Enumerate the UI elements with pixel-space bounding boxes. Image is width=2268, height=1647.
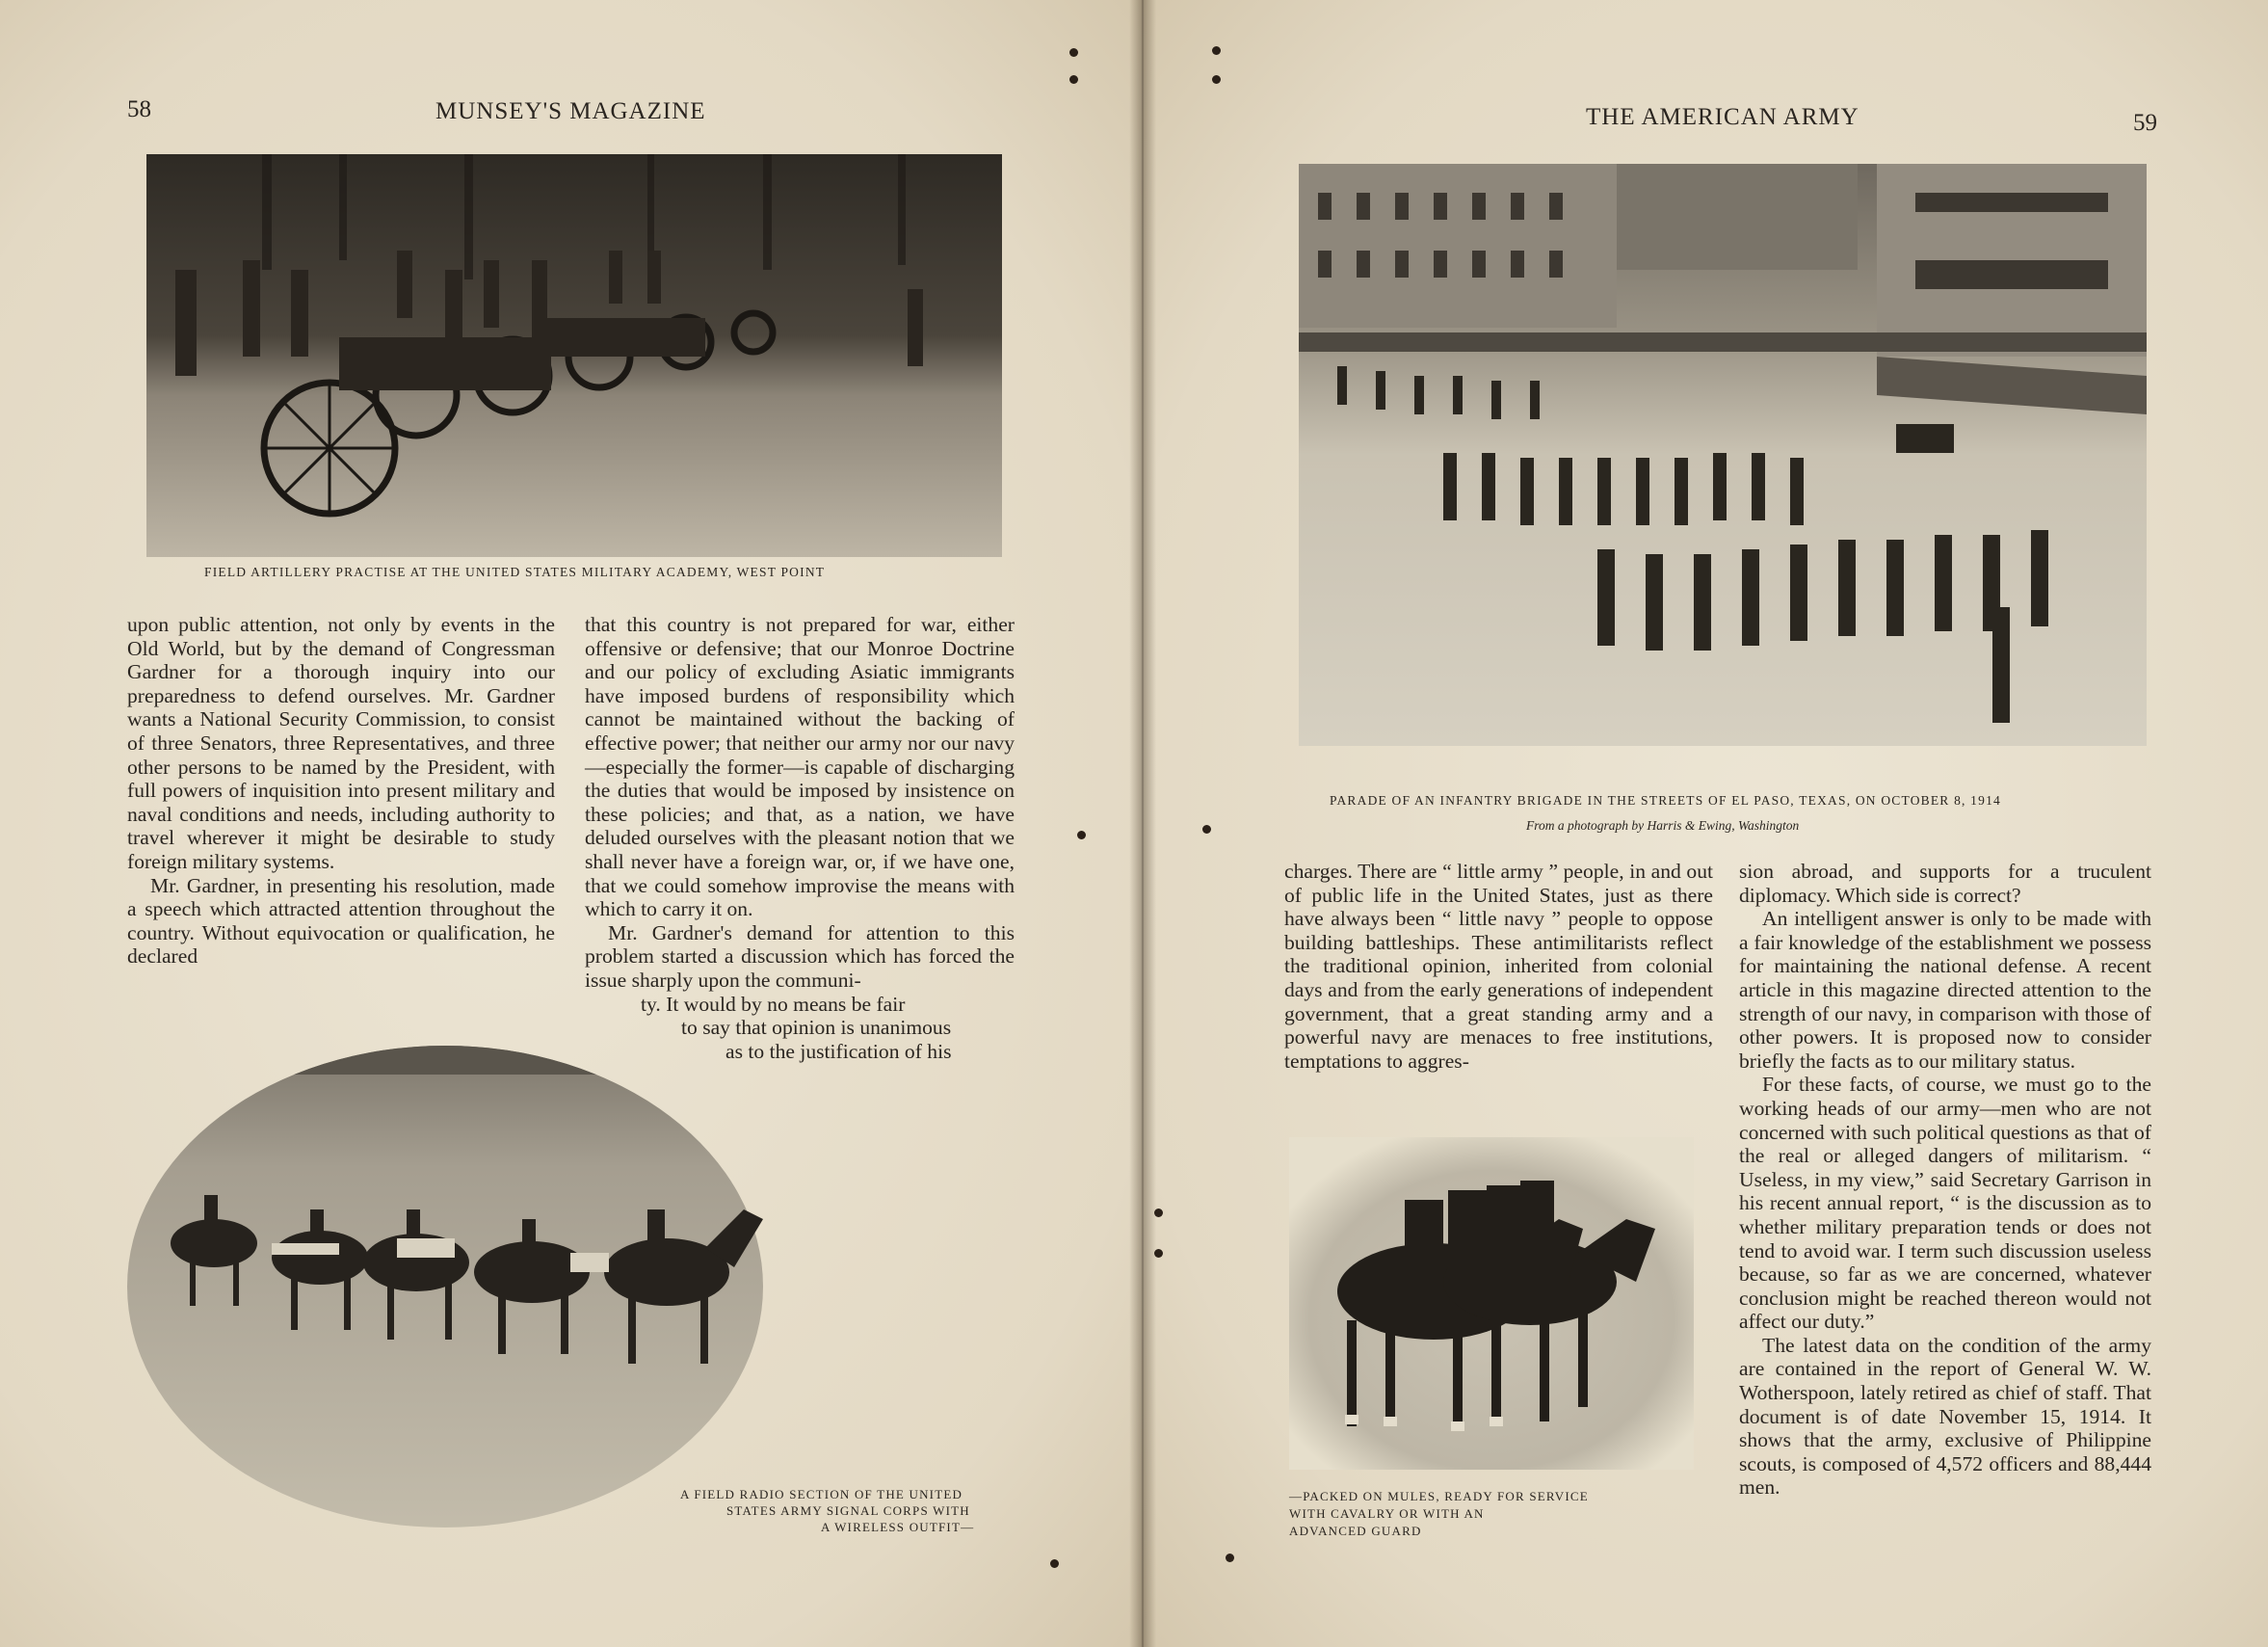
parade-caption: PARADE OF AN INFANTRY BRIGADE IN THE STREETS OF EL PASO, TEXAS, ON OCTOBER 8, 1914 bbox=[1330, 793, 2001, 808]
paragraph-line: to say that opinion is unanimous bbox=[681, 1016, 952, 1040]
binding-hole bbox=[1069, 48, 1078, 57]
left-column-2 bbox=[585, 613, 1015, 1063]
radio-caption-line-1: A FIELD RADIO SECTION OF THE UNITED bbox=[680, 1487, 963, 1501]
artillery-caption: FIELD ARTILLERY PRACTISE AT THE UNITED STATES MILITARY ACADEMY, WEST POINT bbox=[204, 565, 826, 579]
artillery-photo bbox=[146, 154, 1002, 557]
running-head-left: MUNSEY'S MAGAZINE bbox=[435, 98, 706, 124]
photo-credit: From a photograph by Harris & Ewing, Washington bbox=[1526, 818, 1800, 833]
paragraph: An intelligent answer is only to be made with a fair knowledge of the establishment we possess for maintaining the national defense. A recent article in this magazine directed attention to the strength of our navy, in comparison with those of other powers. It is proposed now to consider briefly the facts as to our military status. bbox=[1739, 907, 2151, 1073]
binding-gutter bbox=[1129, 0, 1156, 1647]
paragraph: Mr. Gardner's demand for attention to this problem started a discussion which has forced the issue sharply upon the communi- bbox=[585, 920, 1015, 992]
right-column-2 bbox=[1739, 860, 2151, 1500]
mules-caption-line-1: —PACKED ON MULES, READY FOR SERVICE bbox=[1289, 1489, 1589, 1503]
paragraph: Mr. Gardner, in presenting his resolution, made a speech which attracted attention throughout the country. Without equivocation or qualification, he declared bbox=[127, 873, 555, 969]
binding-hole bbox=[1154, 1209, 1163, 1217]
mules-photo bbox=[1289, 1137, 1694, 1470]
radio-section-photo bbox=[127, 1046, 1014, 1532]
mules-caption-line-3: ADVANCED GUARD bbox=[1289, 1524, 1422, 1538]
binding-hole bbox=[1226, 1554, 1234, 1562]
parade-photo bbox=[1299, 164, 2147, 746]
binding-hole bbox=[1202, 825, 1211, 834]
page-number-left: 58 bbox=[127, 96, 151, 122]
left-column-1 bbox=[127, 613, 555, 969]
radio-caption-line-3: A WIRELESS OUTFIT— bbox=[821, 1520, 975, 1534]
right-column-1 bbox=[1284, 860, 1713, 1073]
paragraph: sion abroad, and supports for a truculent diplomacy. Which side is correct? bbox=[1739, 860, 2151, 907]
paragraph-line: ty. It would by no means be fair bbox=[641, 992, 906, 1016]
running-head-right: THE AMERICAN ARMY bbox=[1586, 104, 1859, 130]
binding-hole bbox=[1212, 75, 1221, 84]
paragraph: charges. There are “ little army ” people, in and out of public life in the United States, just as there have always been “ little navy ” people to oppose building battleships. These antimilitarists reflect the traditional opinion, inherited from colonial days and from the early generations of independent government, that a great standing army and a powerful navy are menaces to free institutions, temptations to aggres- bbox=[1284, 860, 1713, 1073]
binding-hole bbox=[1077, 831, 1086, 839]
paragraph: The latest data on the condition of the army are contained in the report of General W. W. Wotherspoon, lately retired as chief of staff. That document is of date November 15, 1914. It shows that the army, exclusive of Philippine scouts, is composed of 4,572 officers and 88,444 men. bbox=[1739, 1333, 2151, 1500]
binding-hole bbox=[1069, 75, 1078, 84]
radio-caption-line-2: STATES ARMY SIGNAL CORPS WITH bbox=[726, 1503, 970, 1518]
binding-hole bbox=[1050, 1559, 1059, 1568]
paragraph: For these facts, of course, we must go to the working heads of our army—men who are not concerned with such political questions as that of the real or alleged dangers of militarism. “ Useless, in my view,” said Secretary Garrison in his recent annual report, “ is the discussion as to whether military preparation tends or does not tend to avoid war. I term such discussion useless because, so far as we are concerned, whatever conclusion might be reached thereon would not affect our duty.” bbox=[1739, 1073, 2151, 1334]
mules-caption-line-2: WITH CAVALRY OR WITH AN bbox=[1289, 1506, 1485, 1521]
paragraph: upon public attention, not only by events in the Old World, but by the demand of Congressman Gardner for a thorough inquiry into our preparedness to defend ourselves. Mr. Gardner wants a National Security Commission, to consist of three Senators, three Representatives, and three other persons to be named by the President, with full powers of inquisition into present military and naval conditions and needs, including authority to travel wherever it might be desirable to study foreign military systems. bbox=[127, 613, 555, 873]
page-number-right: 59 bbox=[2133, 110, 2157, 136]
binding-hole bbox=[1212, 46, 1221, 55]
paragraph: that this country is not prepared for war, either offensive or defensive; that our Monroe Doctrine and our policy of excluding Asiatic immigrants have imposed burdens of responsibility which cannot be maintained without the backing of effective power; that neither our army nor our navy —especially the former—is capable of discharging the duties that would be imposed by insistence on these policies; and that, as a nation, we have deluded ourselves with the pleasant notion that we shall never have a foreign war, or, if we have one, that we could somehow improvise the means with which to carry it on. bbox=[585, 613, 1015, 921]
paragraph-line: as to the justification of his bbox=[725, 1039, 952, 1063]
binding-hole bbox=[1154, 1249, 1163, 1258]
